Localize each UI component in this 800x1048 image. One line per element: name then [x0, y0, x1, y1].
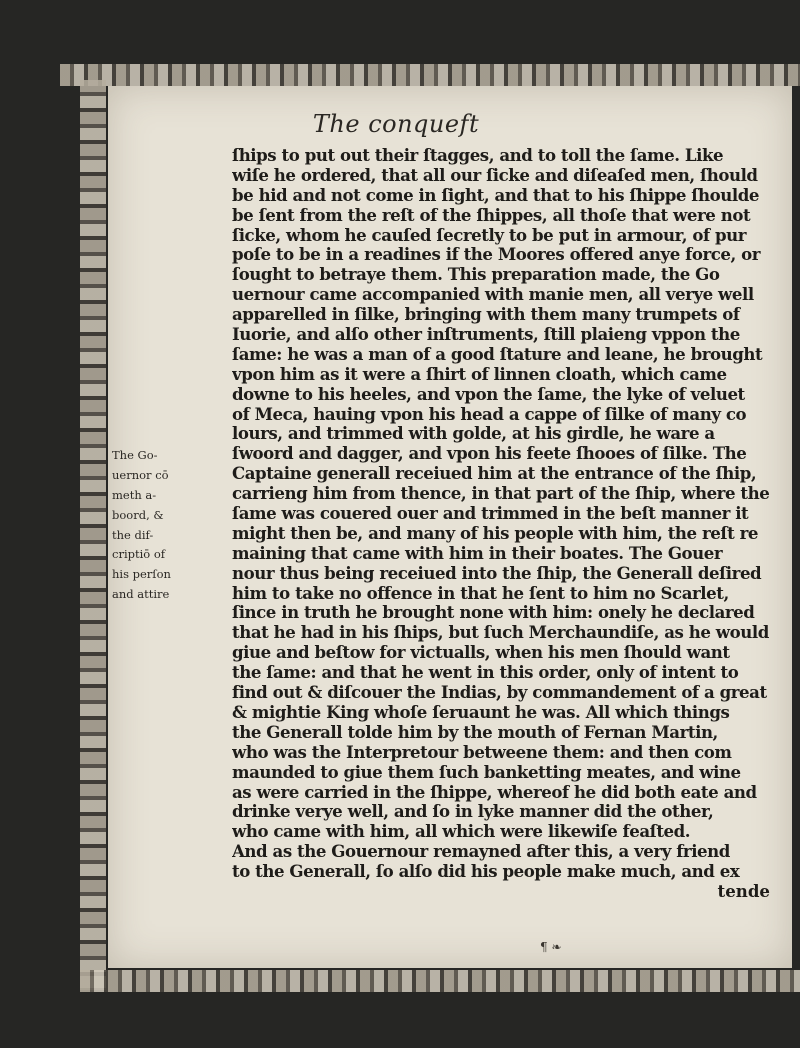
text-line: maining that came with him in their boates. The Gouer — [232, 543, 723, 563]
text-line: ſame: he was a man of a good ſtature and leane, he brought — [232, 344, 763, 364]
text-line: maunded to giue them ſuch banketting meates, and wine — [232, 762, 741, 782]
text-line: who was the Interpretour betweene them: and then com — [232, 742, 732, 762]
decorative-border-left — [80, 80, 106, 990]
text-line: be hid and not come in ſight, and that to his ſhippe ſhoulde — [232, 185, 759, 205]
text-line: nour thus being receiued into the ſhip, the Generall deſired — [232, 563, 762, 583]
text-line: to the Generall, ſo alſo did his people make much, and ex — [232, 862, 740, 882]
text-line: vpon him as it were a ſhirt of linnen cloath, which came — [232, 364, 727, 384]
text-line: carrieng him from thence, in that part of the ſhip, where the — [232, 484, 770, 504]
text-line: ſicke, whom he cauſed ſecretly to be put in armour, of pur — [232, 225, 747, 245]
text-line: who came with him, all which were likewiſe feaſted. — [232, 822, 691, 842]
running-header: The conqueft — [312, 110, 480, 138]
margin-note-line: the dif- — [112, 527, 154, 542]
text-line: downe to his heeles, and vpon the ſame, the lyke of veluet — [232, 384, 745, 404]
decorative-border-top — [60, 64, 800, 86]
text-line: find out & diſcouer the Indias, by commandement of a great — [232, 683, 767, 703]
text-line: the Generall tolde him by the mouth of Fernan Martin, — [232, 722, 718, 742]
text-line: Captaine generall receiued him at the entrance of the ſhip, — [232, 464, 757, 484]
text-line: ſought to betraye them. This preparation made, the Go — [232, 265, 720, 285]
ornament-mark: ¶ ❧ — [540, 940, 562, 954]
text-line: And as the Gouernour remayned after this, a very friend — [232, 842, 730, 862]
margin-note-line: criptiō of — [112, 547, 166, 562]
text-line: wiſe he ordered, that all our ſicke and diſeaſed men, ſhould — [232, 165, 758, 185]
text-line: be ſent from the reſt of the ſhippes, all thoſe that were not — [232, 205, 751, 225]
text-line: poſe to be in a readines if the Moores offered anye force, or — [232, 245, 761, 265]
decorative-border-bottom — [80, 970, 800, 992]
text-line: ſwoord and dagger, and vpon his feete ſhooes of ſilke. The — [232, 444, 747, 464]
margin-note-line: boord, & — [112, 507, 164, 522]
text-line: that he had in his ſhips, but ſuch Merchaundiſe, as he would — [232, 623, 769, 643]
margin-note-line: his perſon — [112, 567, 171, 582]
text-line: & mightie King whoſe ſeruaunt he was. All which things — [232, 702, 730, 722]
catchword: tende — [717, 881, 770, 901]
text-line: ſince in truth he brought none with him: onely he declared — [232, 603, 755, 623]
text-line: uernour came accompanied with manie men, all verye well — [232, 285, 754, 305]
margin-note-line: and attire — [112, 587, 170, 602]
text-line: ſhips to put out their ſtagges, and to toll the ſame. Like — [232, 146, 724, 165]
text-line: as were carried in the ſhippe, whereof he did both eate and — [232, 782, 757, 802]
text-line: giue and beſtow for victualls, when his men ſhould want — [232, 643, 730, 663]
text-line: Iuorie, and alſo other inſtruments, ſtill plaieng vppon the — [232, 325, 740, 345]
text-line: ſame was couered ouer and trimmed in the beſt manner it — [232, 504, 749, 524]
text-line: apparelled in ſilke, bringing with them many trumpets of — [232, 305, 740, 325]
text-line: the ſame: and that he went in this order, only of intent to — [232, 663, 739, 683]
text-line: lours, and trimmed with golde, at his girdle, he ware a — [232, 424, 715, 444]
margin-note-line: The Go- — [112, 448, 158, 462]
text-line: drinke verye well, and ſo in lyke manner did the other, — [232, 802, 714, 822]
margin-note-line: meth a- — [112, 487, 157, 502]
margin-note-line: uernor cō — [112, 467, 169, 482]
marginal-note — [112, 446, 232, 605]
text-line: of Meca, hauing vpon his head a cappe of ſilke of many co — [232, 404, 747, 424]
text-line: him to take no offence in that he ſent to him no Scarlet, — [232, 583, 729, 603]
text-line: might then be, and many of his people with him, the reſt re — [232, 523, 759, 543]
body-text — [232, 146, 776, 882]
